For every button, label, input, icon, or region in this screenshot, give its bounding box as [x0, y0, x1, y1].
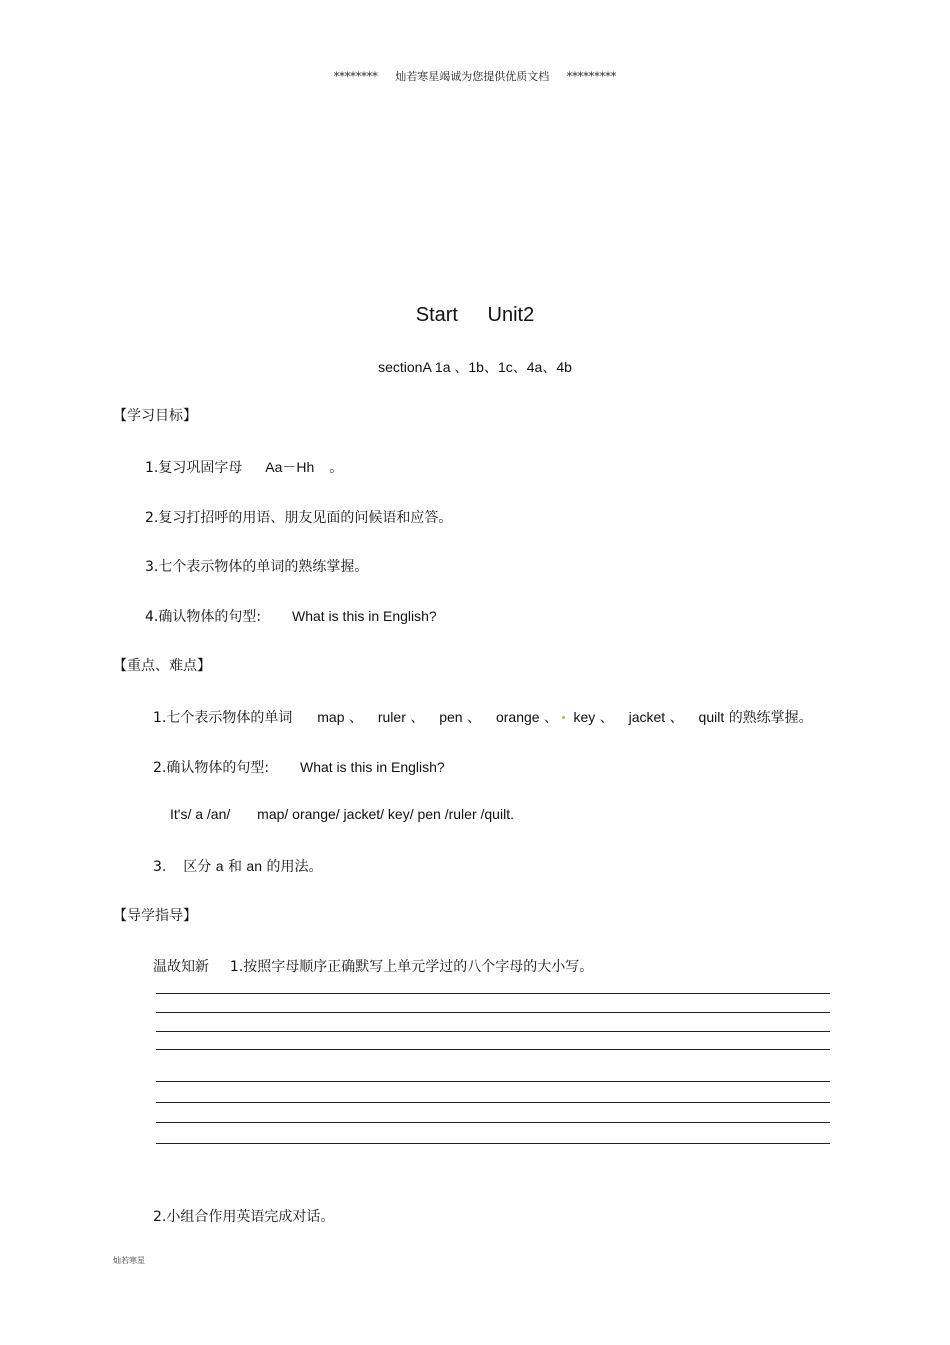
goal-2-text: 复习打招呼的用语、朋友见面的问候语和应答。	[158, 510, 453, 526]
key-3-text-c: 的用法。	[266, 859, 323, 875]
writing-line-6	[156, 1102, 830, 1103]
goal-3-text: 七个表示物体的单词的熟练掌握。	[158, 559, 369, 575]
goal-1-text: 复习巩固字母	[158, 460, 243, 476]
section-heading-guide: 【导学指导】	[113, 908, 197, 924]
section-heading-key: 【重点、难点】	[113, 658, 211, 674]
header-text: 灿若寒星竭诚为您提供优质文档	[395, 70, 550, 83]
page-subtitle: sectionA 1a 、1b、1c、4a、4b	[378, 359, 572, 375]
goal-item-2	[145, 507, 452, 527]
answer-words: map/ orange/ jacket/ key/ pen /ruler /quilt.	[257, 806, 514, 822]
task-2: 2.小组合作用英语完成对话。	[153, 1209, 335, 1225]
key-item-1	[153, 707, 813, 727]
word-quilt: quilt	[698, 709, 725, 725]
key-1-text: 七个表示物体的单词	[166, 710, 293, 726]
goal-1-tail: 。	[329, 460, 344, 476]
word-jacket: jacket	[628, 709, 666, 725]
goal-4-text: 确认物体的句型:	[158, 609, 262, 625]
title-part1: Start	[415, 304, 458, 326]
goal-2-num: 2.	[145, 510, 159, 526]
writing-line-3	[156, 1031, 830, 1032]
page-footer: 灿若寒星	[113, 1256, 145, 1265]
goal-item-3	[145, 556, 368, 576]
key-3-an: an	[246, 858, 262, 874]
sep-5: 、	[599, 710, 614, 726]
word-pen: pen	[439, 709, 463, 725]
key-3-text-b: 和	[227, 859, 242, 875]
review-line	[153, 956, 593, 976]
word-orange: orange	[495, 709, 540, 725]
goal-item-4	[145, 606, 437, 626]
writing-line-7	[156, 1122, 830, 1123]
key-3-a: a	[215, 858, 224, 874]
header-stars-right: *********	[566, 70, 617, 83]
goal-item-1	[145, 457, 343, 477]
page-header	[0, 68, 950, 84]
key-2-text: 确认物体的句型:	[166, 760, 270, 776]
writing-line-4	[156, 1049, 830, 1050]
key-item-2-answer	[170, 806, 514, 823]
answer-lead: It's/ a /an/	[170, 806, 231, 822]
section-heading-goals: 【学习目标】	[113, 408, 197, 424]
review-label: 温故知新	[153, 959, 209, 975]
writing-line-5	[156, 1081, 830, 1082]
key-3-text-a: 区分	[183, 859, 212, 875]
key-2-en: What is this in English?	[299, 759, 445, 775]
review-task: 1.按照字母顺序正确默写上单元学过的八个字母的大小写。	[229, 959, 594, 975]
key-1-num: 1.	[153, 710, 167, 726]
word-map: map	[317, 709, 345, 725]
writing-line-8	[156, 1143, 830, 1144]
writing-line-1	[156, 993, 830, 994]
key-3-num: 3.	[153, 859, 167, 875]
goal-4-num: 4.	[145, 609, 159, 625]
word-ruler: ruler	[377, 709, 406, 725]
goal-3-num: 3.	[145, 559, 159, 575]
writing-line-2	[156, 1012, 830, 1013]
key-2-num: 2.	[153, 760, 167, 776]
key-1-tail: 的熟练掌握。	[728, 710, 813, 726]
goal-1-num: 1.	[145, 460, 159, 476]
header-stars-left: ********	[333, 70, 378, 83]
title-part2: Unit2	[487, 304, 535, 326]
sep-6: 、	[669, 710, 684, 726]
dot-mark	[562, 716, 565, 719]
page-title	[0, 304, 950, 327]
key-item-2	[153, 757, 445, 777]
goal-1-en: Aa－Hh	[265, 459, 315, 475]
key-item-3	[153, 856, 322, 876]
sep-1: 、	[348, 710, 363, 726]
goal-4-en: What is this in English?	[291, 608, 437, 624]
sep-3: 、	[467, 710, 482, 726]
sep-4: 、	[544, 710, 558, 726]
word-key: key	[573, 709, 596, 725]
sep-2: 、	[410, 710, 425, 726]
